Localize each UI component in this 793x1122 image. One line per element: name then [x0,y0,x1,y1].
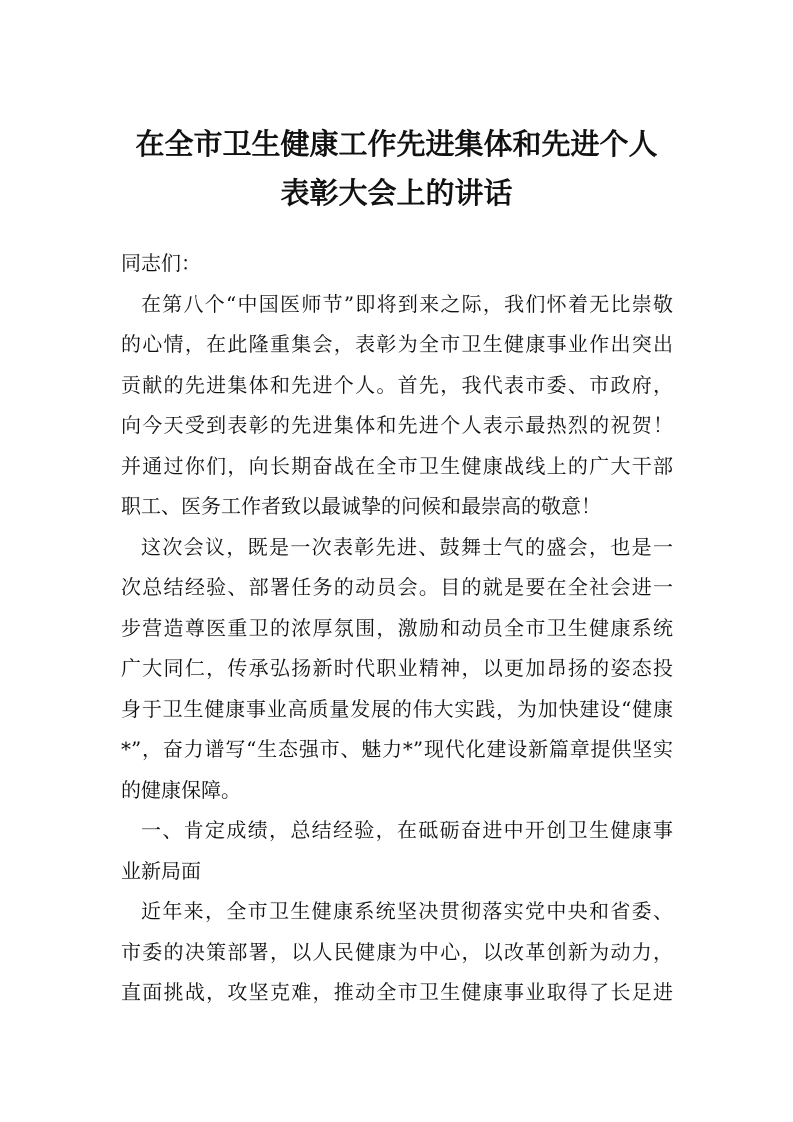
paragraph-line: 向今天受到表彰的先进集体和先进个人表示最热烈的祝贺！ [121,413,673,437]
paragraph-line: 身于卫生健康事业高质量发展的伟大实践，为加快建设“健康 [121,697,673,721]
paragraph-line: 这次会议，既是一次表彰先进、鼓舞士气的盛会，也是一 [141,535,673,559]
section-heading-line: 一、肯定成绩，总结经验，在砥砺奋进中开创卫生健康事 [141,818,673,842]
paragraph-line: 步营造尊医重卫的浓厚氛围，激励和动员全市卫生健康系统 [121,616,673,640]
paragraph-line: 的健康保障。 [121,778,241,802]
paragraph-line: 并通过你们，向长期奋战在全市卫生健康战线上的广大干部 [121,454,673,478]
paragraph-line: 在第八个“中国医师节”即将到来之际，我们怀着无比崇敬 [141,292,673,316]
paragraph-line: 贡献的先进集体和先进个人。首先，我代表市委、市政府， [121,373,673,397]
paragraph-line: 职工、医务工作者致以最诚挚的问候和最崇高的敬意！ [121,494,601,518]
salutation: 同志们： [121,251,201,275]
paragraph-line: *”，奋力谱写“生态强市、魅力*”现代化建设新篇章提供坚实 [121,737,673,761]
paragraph-line: 广大同仁，传承弘扬新时代职业精神，以更加昂扬的姿态投 [121,656,673,680]
paragraph-line: 次总结经验、部署任务的动员会。目的就是要在全社会进一 [121,575,673,599]
paragraph-line: 直面挑战，攻坚克难，推动全市卫生健康事业取得了长足进 [121,980,673,1004]
paragraph-line: 近年来，全市卫生健康系统坚决贯彻落实党中央和省委、 [141,899,673,923]
document-title-line-1: 在全市卫生健康工作先进集体和先进个人 [135,127,658,161]
paragraph-line: 的心情，在此隆重集会，表彰为全市卫生健康事业作出突出 [121,332,673,356]
paragraph-line: 市委的决策部署，以人民健康为中心，以改革创新为动力， [121,940,673,964]
document-title-line-2: 表彰大会上的讲话 [280,176,513,210]
section-heading-line: 业新局面 [121,859,201,883]
